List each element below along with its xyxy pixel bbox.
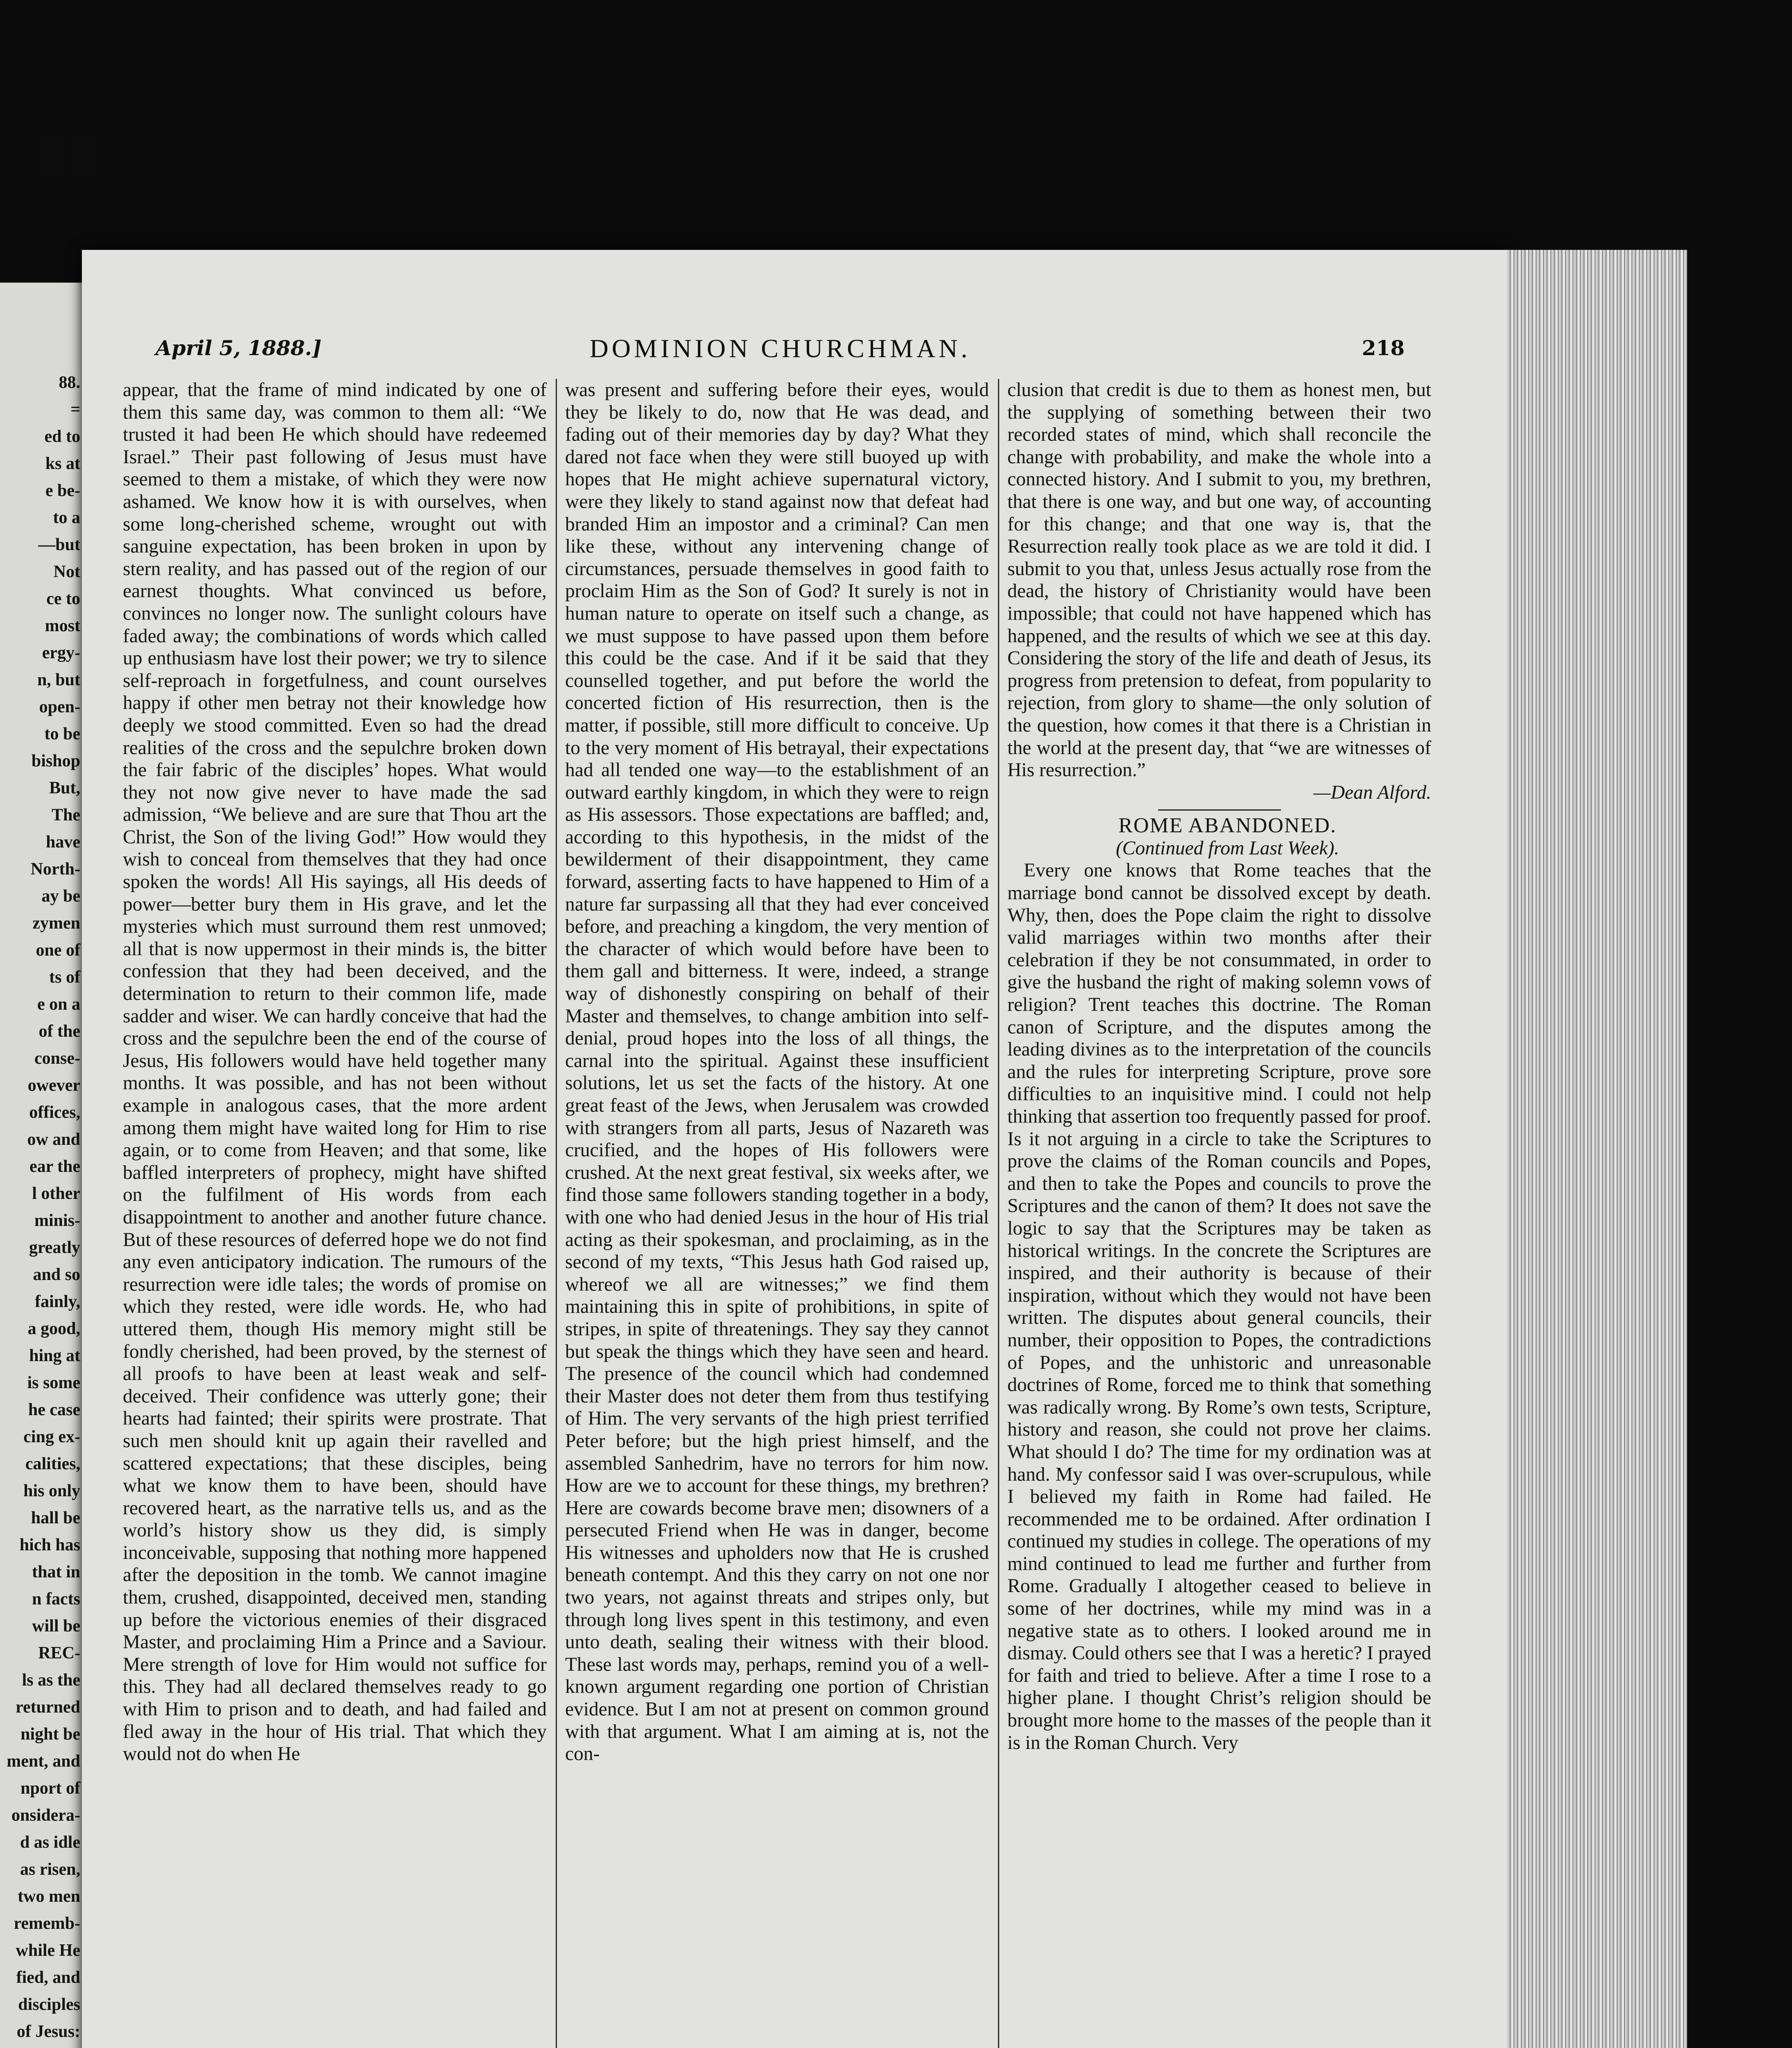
left-page-fragment: fainly,	[35, 1292, 80, 1311]
left-page-fragment: bishop	[31, 752, 80, 770]
left-page-fragment: ed to	[44, 427, 80, 446]
left-page-fragment: hich has	[19, 1536, 80, 1554]
issue-date: April 5, 1888.]	[156, 336, 322, 360]
left-page-fragment: will be	[32, 1617, 80, 1636]
left-page-fragment: ce to	[46, 589, 80, 608]
left-page-fragment: most	[45, 616, 80, 635]
left-page-fragment: ay be	[41, 887, 80, 906]
column-3	[1007, 379, 1431, 2048]
column-1	[123, 379, 547, 2048]
section-title: ROME ABANDONED.	[1118, 814, 1337, 838]
article-text: was present and suffering before their eyes, would they be likely to do, now that He was dead, and fading out of their memories day by day? What they dared not face when they were still buoyed up with hopes that He might achieve supernatural victory, were they likely to stand against now that defeat had branded Him an impostor and a criminal? Can men like these, without any intervening change of circumstances, persuade themselves in good faith to proclaim Him as the Son of God? It surely is not in human nature to operate on itself such a change, as we must suppose to have passed upon them before this could be the case. And if it be said that they counselled together, and put before the world the concerted fiction of His resurrection, then is the matter, if possible, still more difficult to conceive. Up to the very moment of His betrayal, their expectations had all tended one way—to the establishment of an outward earthly kingdom, in which they were to reign as His assessors. Those expectations are baffled; and, according to this hypothesis, in the midst of the bewilderment of their disappointment, they came forward, asserting facts to have happened to Him of a nature far surpassing all that they had ever conceived before, and preaching a kingdom, the very mention of the character of which would before have been to them gall and bitterness. It were, indeed, a strange way of dishonestly conspiring on behalf of their Master and themselves, to change ambition into self-denial, proud hopes into the loss of all things, the carnal into the spiritual. Against these insufficient solutions, let us set the facts of the history. At one great feast of the Jews, when Jerusalem was crowded with strangers from all parts, Jesus of Nazareth was crucified, and the hopes of His followers were crushed. At the next great festival, six weeks after, we find those same followers standing together in a body, with one who had denied Jesus in the hour of His trial acting as their spokesman, and proclaiming, as in the second of my texts, “This Jesus hath God raised up, whereof we all are witnesses;” we find them maintaining this in spite of prohibitions, in spite of stripes, in spite of threatenings. They say they cannot but speak the things which they have seen and heard. The presence of the council which had condemned their Master does not deter them from thus testifying of Him. The very servants of the high priest terrified Peter before; but the high priest himself, and the assembled Sanhedrim, have no terrors for him now. How are we to account for these things, my brethren? Here are cowards become brave men; disowners of a persecuted Friend when He was in danger, become His witnesses and upholders now that He is crushed beneath contempt. And this they carry on not one nor two years, not against threats and stripes only, but through long lives spent in this testimony, and even unto death, sealing their witness with their blood. These last words may, perhaps, remind you of a well-known argument regarding one portion of Christian evidence. But I am not at present on common ground with that argument. What I am aiming at is, not the con-	[565, 379, 989, 1765]
left-page-fragment: fied, and	[16, 1968, 80, 1987]
left-page-fragment: offices,	[29, 1103, 80, 1122]
left-page-fragment: returned	[16, 1698, 80, 1717]
article-text: clusion that credit is due to them as honest men, but the supplying of something between their two recorded states of mind, which shall reconcile the change with probability, and make the whole into a connected history. And I submit to you, my brethren, that there is one way, and but one way, of accounting for this change; and that one way is, that the Resurrection really took place as we are told it did. I submit to you that, unless Jesus actually rose from the dead, the history of Christianity would have been impossible; that could not have happened which has happened, and the results of which we see at this day. Considering the story of the life and death of Jesus, its progress from pretension to defeat, from popularity to rejection, from glory to shame—the only solution of the question, how comes it that there is a Christian in the world at the present day, that “we are witnesses of His resurrection.”	[1007, 379, 1431, 781]
article-text: appear, that the frame of mind indicated by one of them this same day, was common to them all: “We trusted it had been He which should have redeemed Israel.” Their past following of Jesus must have seemed to them a mistake, of which they were now ashamed. We know how it is with ourselves, when some long-cherished scheme, wrought out with sanguine expectation, has been broken in upon by stern reality, and has passed out of the region of our earnest thoughts. What convinced us before, convinces no longer now. The sunlight colours have faded away; the combinations of words which called up enthusiasm have lost their power; we try to silence self-reproach in forgetfulness, and count ourselves happy if other men betray not their knowledge how deeply we stood committed. Even so had the dread realities of the cross and the sepulchre broken down the fair fabric of the disciples’ hopes. What would they not now give never to have made the sad admission, “We believe and are sure that Thou art the Christ, the Son of the living God!” How would they wish to conceal from themselves that they had once spoken the words! All His sayings, all His deeds of power—better bury them in His grave, and let the mysteries which must surround them rest unmoved; all that is now uppermost in their minds is, the bitter confession that they had been deceived, and the determination to return to their common life, made sadder and wiser. We can hardly conceive that had the cross and the sepulchre been the end of the course of Jesus, His followers would have held together many months. It was possible, and has not been without example in analogous cases, that the more ardent among them might have waited long for Him to rise again, or to come from Heaven; and that some, like baffled interpreters of prophecy, might have shifted on the fulfilment of His words from each disappointment to another and another future chance. But of these resources of deferred hope we do not find any even anticipatory indication. The rumours of the resurrection were idle tales; the words of promise on which they rested, were idle words. He, who had uttered them, though His memory might still be fondly cherished, had been proved, by the sternest of all proofs to have been at least weak and self-deceived. Their confidence was utterly gone; their hearts had fainted; their spirits were prostrate. That such men should knit up again their ravelled and scattered expectations; that these disciples, being what we know them to have been, should have recovered heart, as the narrative tells us, and as the world’s history show us they did, is simply inconceivable, supposing that nothing more happened after the deposition in the tomb. We cannot imagine them, crushed, disappointed, deceived men, standing up before the victorious enemies of their disgraced Master, and proclaiming Him a Prince and a Saviour. Mere strength of love for Him would not suffice for this. They had all declared themselves ready to go with Him to prison and to death, and had failed and fled away in the hour of His trial. That which they would not do when He	[123, 379, 547, 1765]
left-page-fragment: rememb-	[14, 1914, 80, 1933]
left-page-fragment: zymen	[32, 914, 80, 933]
left-page-fragment: greatly	[29, 1238, 80, 1257]
left-page-fragment: is some	[27, 1373, 80, 1392]
left-page-fragment: But,	[49, 779, 80, 797]
left-page-fragment: North-	[30, 860, 80, 879]
left-page-edge	[0, 283, 82, 2048]
left-page-fragment: n facts	[32, 1590, 80, 1608]
left-page-fragment: ts of	[49, 968, 80, 987]
page-number: 218	[1362, 336, 1405, 360]
left-page-fragment: while He	[16, 1941, 80, 1960]
book-page-edges	[1507, 250, 1687, 2048]
section-subtitle: (Continued from Last Week).	[1115, 837, 1339, 859]
left-page-fragment: hall be	[31, 1509, 80, 1527]
left-page-fragment: owever	[27, 1076, 80, 1095]
left-page-fragment: ow and	[27, 1130, 80, 1149]
left-page-fragment: The	[51, 806, 80, 825]
left-page-fragment: he case	[28, 1400, 80, 1419]
left-page-fragment: night be	[20, 1725, 80, 1744]
left-page-fragment: e be-	[45, 481, 80, 500]
left-page-fragment: of Jesus:	[16, 2022, 80, 2041]
page-header	[156, 336, 1405, 369]
left-page-fragment: ks at	[45, 454, 80, 473]
left-page-fragment: minis-	[34, 1211, 80, 1230]
left-page-fragment: ear the	[29, 1157, 80, 1176]
left-page-fragment: one of	[36, 941, 80, 960]
left-page-fragment: e on a	[37, 995, 80, 1014]
left-page-fragment: conse-	[34, 1049, 80, 1068]
margin-mark	[40, 137, 65, 174]
left-page-fragment: l other	[32, 1184, 80, 1203]
left-page-fragment: Not	[53, 562, 80, 581]
left-page-fragment: of the	[38, 1022, 80, 1041]
column-rule	[556, 379, 557, 2048]
article-text: Every one knows that Rome teaches that the marriage bond cannot be dissolved except by death. Why, then, does the Pope claim the right to dissolve valid marriages within two months after their celebration if they be not consummated, in order to give the husband the right of making solemn vows of religion? Trent teaches this doctrine. The Roman canon of Scripture, and the disputes among the leading divines as to the interpretation of the councils and the rules for interpreting Scripture, prove sore difficulties to an inquisitive mind. I could not help thinking that assertion too frequently passed for proof. Is it not arguing in a circle to take the Scriptures to prove the claims of the Roman councils and Popes, and then to take the Popes and councils to prove the Scriptures and the canon of them? It does not save the logic to say that the Scriptures may be taken as historical writings. In the concrete the Scriptures are inspired, and their authority is because of their inspiration, without which they would not have been written. The disputes about general councils, their number, their opposition to Popes, the contradictions of Popes, and the unhistoric and unreasonable doctrines of Rome, forced me to think that something was radically wrong. By Rome’s own tests, Scripture, history and reason, she could not prove her claims. What should I do? The time for my ordination was at hand. My confessor said I was over-scrupulous, while I believed my faith in Rome had failed. He recommended me to be ordained. After ordination I continued my studies in college. The operations of my mind continued to lead me further and further from Rome. Gradually I altogether ceased to believe in some of her doctrines, while my mind was in a negative state as to others. I looked around me in dismay. Could others see that I was a heretic? I prayed for faith and tried to believe. After a time I rose to a higher plane. I thought Christ’s religion should be brought more home to the masses of the people than it is in the Roman Church. Very	[1007, 860, 1431, 1753]
left-page-fragment: REC-	[38, 1644, 80, 1663]
left-page-fragment: his only	[23, 1482, 80, 1500]
column-2	[565, 379, 989, 2048]
left-page-fragment: that in	[32, 1563, 80, 1581]
left-page-fragment: cing ex-	[23, 1427, 80, 1446]
left-page-fragment: d as idle	[20, 1833, 80, 1852]
left-page-fragment: nport of	[20, 1779, 80, 1798]
left-page-fragment: 88.	[59, 373, 80, 392]
left-page-fragment: as risen,	[20, 1860, 80, 1879]
left-page-fragment: have	[46, 833, 80, 852]
left-page-fragment: ergy-	[42, 643, 80, 662]
margin-mark	[72, 137, 96, 174]
left-page-fragment: ls as the	[22, 1671, 80, 1690]
article-signature: —Dean Alford.	[1313, 782, 1431, 803]
left-page-fragment: disciples	[18, 1995, 80, 2014]
left-page-fragment: n, but	[37, 671, 80, 689]
left-page-fragment: onsidera-	[11, 1806, 80, 1825]
left-page-fragment: and so	[33, 1265, 80, 1284]
left-page-fragment: to a	[53, 508, 80, 527]
left-page-fragment: calities,	[25, 1454, 80, 1473]
masthead-title: DOMINION CHURCHMAN.	[589, 334, 971, 363]
left-page-fragment: open-	[39, 698, 80, 716]
column-rule	[998, 379, 999, 2048]
section-divider	[1158, 809, 1281, 811]
left-page-fragment: to be	[44, 725, 80, 743]
left-page-fragment: hing at	[29, 1346, 80, 1365]
left-page-fragment: =	[70, 400, 80, 419]
left-page-fragment: a good,	[27, 1319, 80, 1338]
left-page-fragment: two men	[18, 1887, 80, 1906]
left-page-fragment: ment, and	[7, 1752, 80, 1771]
left-page-fragment: —but	[38, 535, 80, 554]
